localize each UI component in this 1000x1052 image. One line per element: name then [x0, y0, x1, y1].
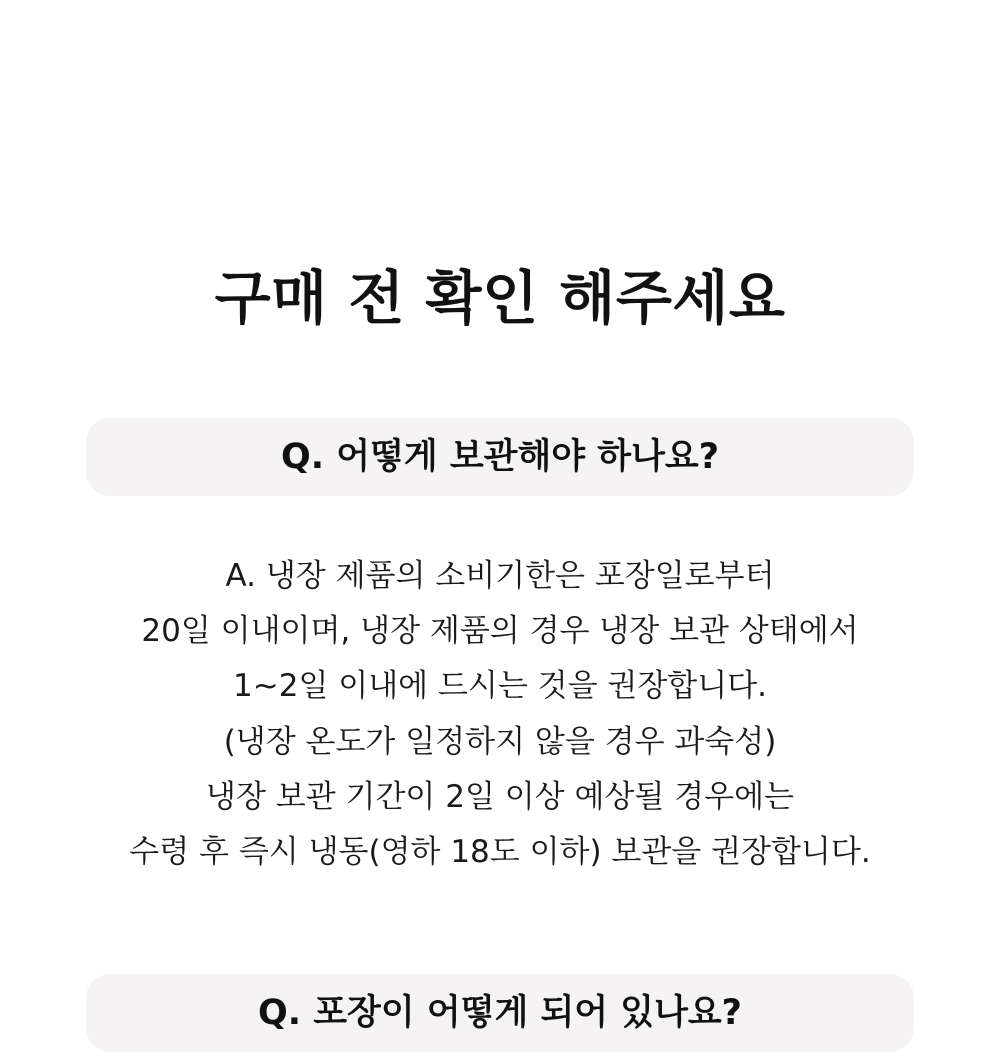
faq-question-1-text: Q. 어떻게 보관해야 하나요? — [280, 437, 719, 477]
faq-question-2-text: Q. 포장이 어떻게 되어 있나요? — [257, 993, 742, 1033]
answer-line: (냉장 온도가 일정하지 않을 경우 과숙성) — [223, 723, 777, 760]
faq-question-2[interactable] — [86, 974, 914, 1052]
answer-line: 1~2일 이내에 드시는 것을 권장합니다. — [233, 668, 767, 705]
answer-line: 수령 후 즉시 냉동(영하 18도 이하) 보관을 권장합니다. — [129, 834, 871, 871]
answer-line: A. 냉장 제품의 소비기한은 포장일로부터 — [225, 558, 775, 594]
faq-question-1[interactable] — [86, 418, 914, 496]
page-title: 구매 전 확인 해주세요 — [214, 263, 786, 332]
faq-answer-1 — [0, 549, 1000, 880]
answer-line: 냉장 보관 기간이 2일 이상 예상될 경우에는 — [206, 778, 794, 815]
answer-line: 20일 이내이며, 냉장 제품의 경우 냉장 보관 상태에서 — [141, 613, 859, 650]
